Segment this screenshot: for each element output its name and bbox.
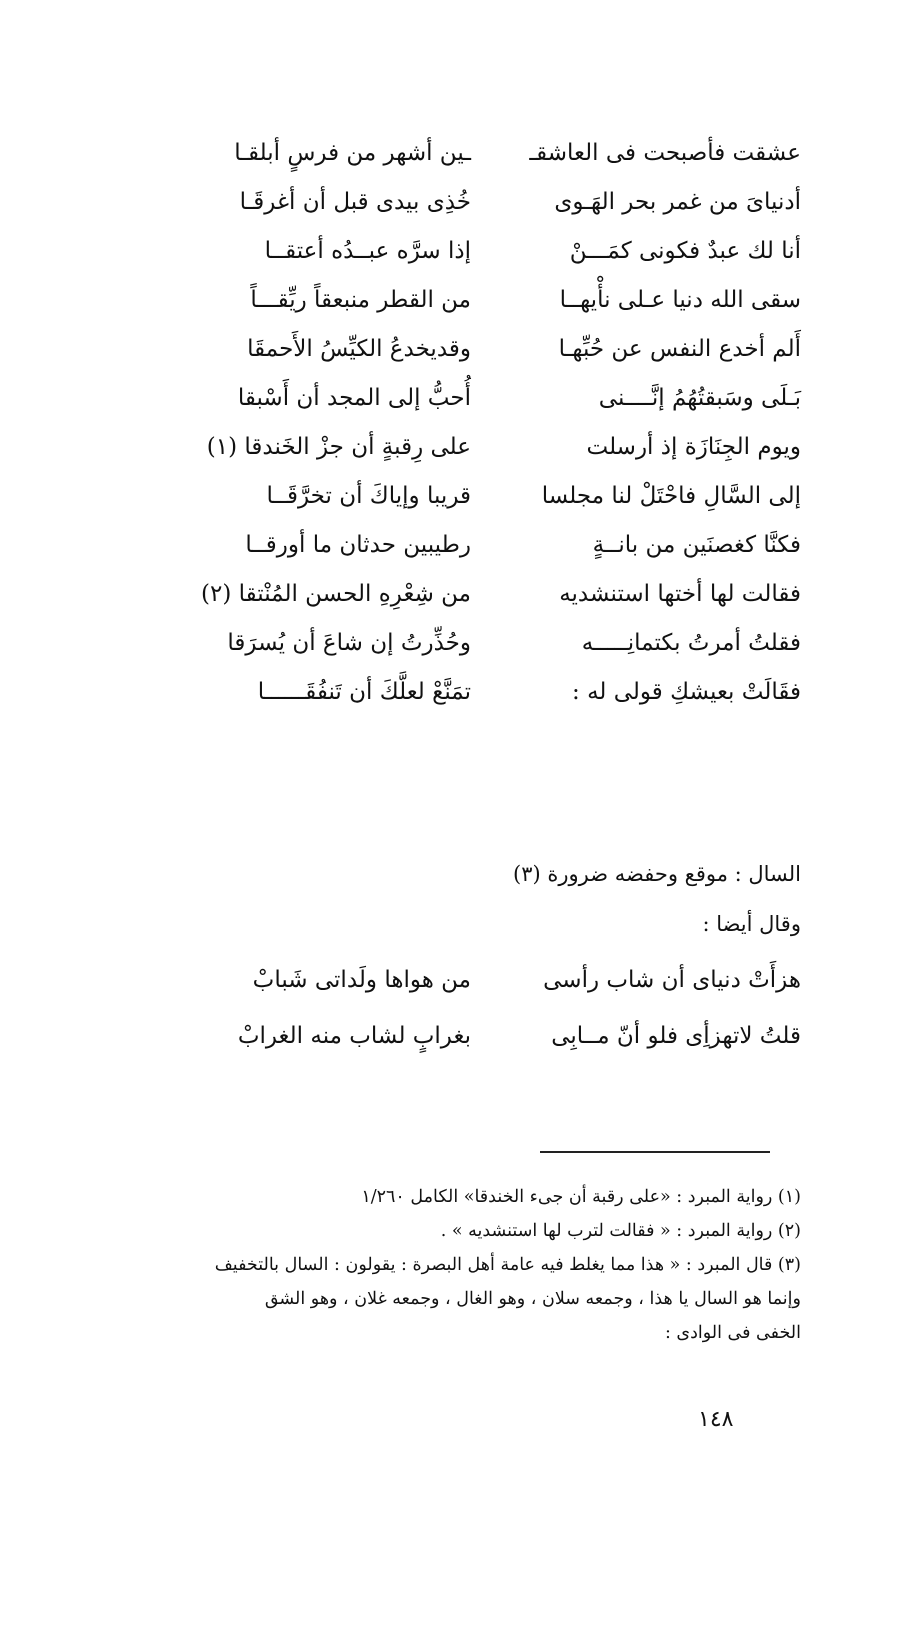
hemistich-first: بَـلَى وسَبقتُهُمُ إنَّــــنى: [598, 385, 801, 411]
hemistich-second: بغرابٍ لشاب منه الغرابْ: [237, 1023, 471, 1049]
verse: [101, 532, 801, 581]
gloss-line: السال : موقع وحفضه ضرورة (٣): [513, 862, 801, 886]
hemistich-first: فقالت لها أختها استنشديه: [559, 581, 801, 607]
hemistich-first: هزأَتْ دنياى أن شاب رأسى: [543, 967, 801, 993]
footnote-separator: [540, 1151, 770, 1153]
hemistich-first: فقَالَتْ بعيشكِ قولى له :: [572, 679, 801, 705]
hemistich-first: قلتُ لاتهزأِى فلو أنّ مــابِى: [551, 1023, 801, 1049]
hemistich-second: من هواها ولَداتى شَبابْ: [252, 967, 471, 993]
verse: [101, 434, 801, 483]
verse: [101, 630, 801, 679]
hemistich-first: فقلتُ أمرتُ بكتمانِـــــه: [581, 630, 801, 656]
verse: [101, 967, 801, 1023]
hemistich-first: فكنَّا كغصنَين من بانــةٍ: [592, 532, 801, 558]
footnote-3-continuation: وإنما هو السال يا هذا ، وجمعه سلان ، وهو الغال ، وجمعه غلان ، وهو الشق: [264, 1289, 801, 1309]
hemistich-first: أدنياىَ من غمر بحر الهَـوى: [554, 189, 801, 215]
verse: [101, 581, 801, 630]
verse: [101, 385, 801, 434]
hemistich-first: ويوم الجِنَازَة إذ أرسلت: [586, 434, 801, 460]
hemistich-second: أُحبُّ إلى المجد أن أَسْبقا: [237, 385, 471, 411]
hemistich-second: خُذِى بيدى قبل أن أغرقَـا: [239, 189, 471, 215]
hemistich-second: قريبا وإياكَ أن تخرَّقَــا: [266, 483, 471, 509]
hemistich-second: تمَنَّعْ لعلَّكَ أن تَنفُقَــــــا: [257, 679, 471, 705]
hemistich-second: إذا سرَّه عبــدُه أعتقــا: [264, 238, 471, 264]
hemistich-second: على رِقبةٍ أن جزْ الخَندقا (١): [206, 434, 471, 460]
hemistich-second: من القطر منبعقاً ريِّقـــاً: [250, 287, 471, 313]
verse: [101, 1023, 801, 1079]
hemistich-second: وقديخدعُ الكيِّسُ الأَحمقَا: [247, 336, 471, 362]
hemistich-second: وحُذِّرتُ إن شاعَ أن يُسرَقا: [227, 630, 471, 656]
verse: [101, 483, 801, 532]
verse: [101, 189, 801, 238]
page-number: ١٤٨: [698, 1407, 734, 1432]
hemistich-second: رطيبين حدثان ما أورقــا: [245, 532, 471, 558]
hemistich-first: أنا لك عبدٌ فكونى كمَـــنْ: [569, 238, 801, 264]
footnote-3: (٣) قال المبرد : « هذا مما يغلط فيه عامة أهل البصرة : يقولون : السال بالتخفيف: [214, 1255, 801, 1275]
hemistich-first: أَلم أخدع النفس عن حُبِّهـا: [558, 336, 801, 362]
poem-second: [101, 967, 801, 1079]
footnote-1: (١) رواية المبرد : «على رقبة أن جىء الخندقا» الكامل ١/٢٦٠: [361, 1187, 801, 1207]
hemistich-first: سقى الله دنيا عـلى نأْيهــا: [559, 287, 801, 313]
footnotes: [41, 1180, 801, 1350]
verse: [101, 336, 801, 385]
hemistich-first: عشقت فأصبحت فى العاشقـ: [529, 140, 801, 166]
hemistich-second: من شِعْرِهِ الحسن المُنْتقا (٢): [201, 581, 471, 607]
footnote-3-continuation: الخفى فى الوادى :: [664, 1323, 801, 1343]
verse: [101, 140, 801, 189]
verse: [101, 287, 801, 336]
hemistich-second: ـين أشهر من فرسٍ أبلقـا: [234, 140, 471, 166]
poem-main: [101, 140, 801, 728]
verse: [101, 679, 801, 728]
verse: [101, 238, 801, 287]
footnote-2: (٢) رواية المبرد : « فقالت لترب لها استنشديه » .: [440, 1221, 801, 1241]
hemistich-first: إلى السَّالِ فاحْتَلْ لنا مجلسا: [541, 483, 801, 509]
poem-intro: وقال أيضا :: [702, 912, 801, 936]
